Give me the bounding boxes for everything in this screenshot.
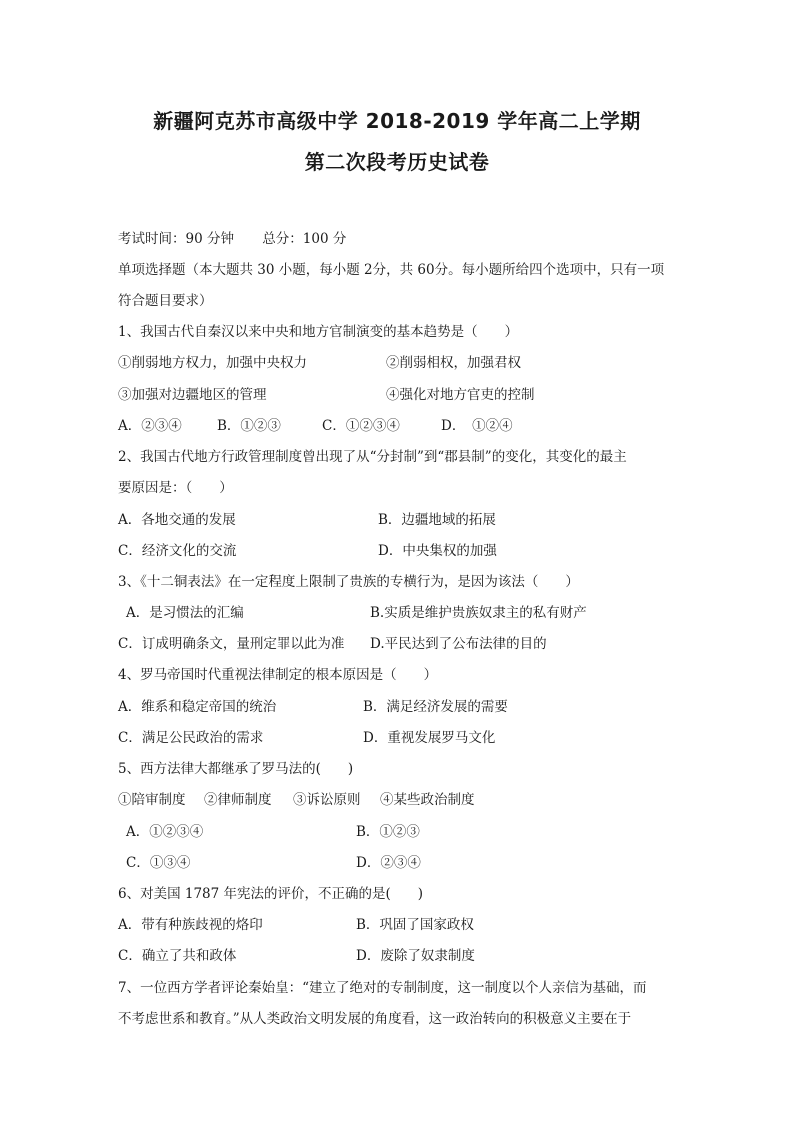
question-4-option-d[interactable]: D．重视发展罗马文化 <box>363 730 496 746</box>
question-2-stem-line1: 2、我国古代地方行政管理制度曾出现了从“分封制”到“郡县制”的变化，其变化的最主 <box>118 449 627 465</box>
question-6-option-b[interactable]: B．巩固了国家政权 <box>356 917 474 933</box>
question-5-statement: ③诉讼原则 <box>293 792 361 808</box>
question-1-option-d[interactable]: D． ①②④ <box>441 418 513 434</box>
question-1-statement: ④强化对地方官吏的控制 <box>386 387 535 403</box>
question-1-stem: 1、我国古代自秦汉以来中央和地方官制演变的基本趋势是（ ） <box>118 324 519 340</box>
question-1-statement: ②削弱相权，加强君权 <box>386 355 521 371</box>
question-4-option-a[interactable]: A．维系和稳定帝国的统治 <box>118 699 277 715</box>
question-3-option-b[interactable]: B.实质是维护贵族奴隶主的私有财产 <box>370 605 587 621</box>
question-1-option-a[interactable]: A．②③④ <box>118 418 182 434</box>
question-6-option-a[interactable]: A．带有种族歧视的烙印 <box>118 917 263 933</box>
question-1-option-b[interactable]: B．①②③ <box>217 418 281 434</box>
question-2-option-b[interactable]: B．边疆地域的拓展 <box>378 512 496 528</box>
exam-score: 总分：100 分 <box>262 231 347 247</box>
question-2-option-a[interactable]: A．各地交通的发展 <box>118 512 236 528</box>
question-6-stem: 6、对美国 1787 年宪法的评价，不正确的是( ) <box>118 886 424 902</box>
question-7-stem-line2: 不考虑世系和教育。”从人类政治文明发展的角度看，这一政治转向的积极意义主要在于 <box>118 1011 632 1027</box>
exam-title-line1: 新疆阿克苏市高级中学 2018-2019 学年高二上学期 <box>153 109 641 133</box>
question-5-stem: 5、西方法律大都继承了罗马法的( ) <box>118 761 354 777</box>
question-6-option-d[interactable]: D．废除了奴隶制度 <box>356 948 475 964</box>
question-1-statement: ③加强对边疆地区的管理 <box>118 387 267 403</box>
question-2-option-d[interactable]: D．中央集权的加强 <box>378 543 497 559</box>
exam-time: 考试时间：90 分钟 <box>118 231 234 247</box>
question-5-option-c[interactable]: C．①③④ <box>126 855 191 871</box>
question-5-option-b[interactable]: B．①②③ <box>356 824 420 840</box>
question-4-option-b[interactable]: B．满足经济发展的需要 <box>363 699 508 715</box>
question-5-statement: ④某些政治制度 <box>380 792 475 808</box>
question-5-statement: ②律师制度 <box>204 792 272 808</box>
question-5-option-a[interactable]: A．①②③④ <box>126 824 204 840</box>
exam-info <box>118 230 346 248</box>
question-4-option-c[interactable]: C．满足公民政治的需求 <box>118 730 264 746</box>
question-3-option-c[interactable]: C．订成明确条文，量刑定罪以此为准 <box>118 636 345 652</box>
question-3-option-d[interactable]: D.平民达到了公布法律的目的 <box>370 636 547 652</box>
question-6-option-c[interactable]: C．确立了共和政体 <box>118 948 237 964</box>
section-instruction-line2: 符合题目要求） <box>118 293 213 309</box>
question-3-option-a[interactable]: A．是习惯法的汇编 <box>126 605 244 621</box>
question-5-option-d[interactable]: D．②③④ <box>356 855 421 871</box>
question-7-stem-line1: 7、一位西方学者评论秦始皇：“建立了绝对的专制制度，这一制度以个人亲信为基础，而 <box>118 980 647 996</box>
question-2-stem-line2: 要原因是：（ ） <box>118 480 233 496</box>
question-5-statement: ①陪审制度 <box>118 792 186 808</box>
section-instruction-line1: 单项选择题（本大题共 30 小题，每小题 2分，共 60分。每小题所给四个选项中，只有一项 <box>118 262 665 278</box>
question-1-option-c[interactable]: C．①②③④ <box>322 418 400 434</box>
question-4-stem: 4、罗马帝国时代重视法律制定的根本原因是（ ） <box>118 667 438 683</box>
question-1-statement: ①削弱地方权力，加强中央权力 <box>118 355 307 371</box>
question-2-option-c[interactable]: C．经济文化的交流 <box>118 543 237 559</box>
question-3-stem: 3、《十二铜表法》在一定程度上限制了贵族的专横行为，是因为该法（ ） <box>118 574 579 590</box>
exam-title-line2: 第二次段考历史试卷 <box>304 150 490 174</box>
